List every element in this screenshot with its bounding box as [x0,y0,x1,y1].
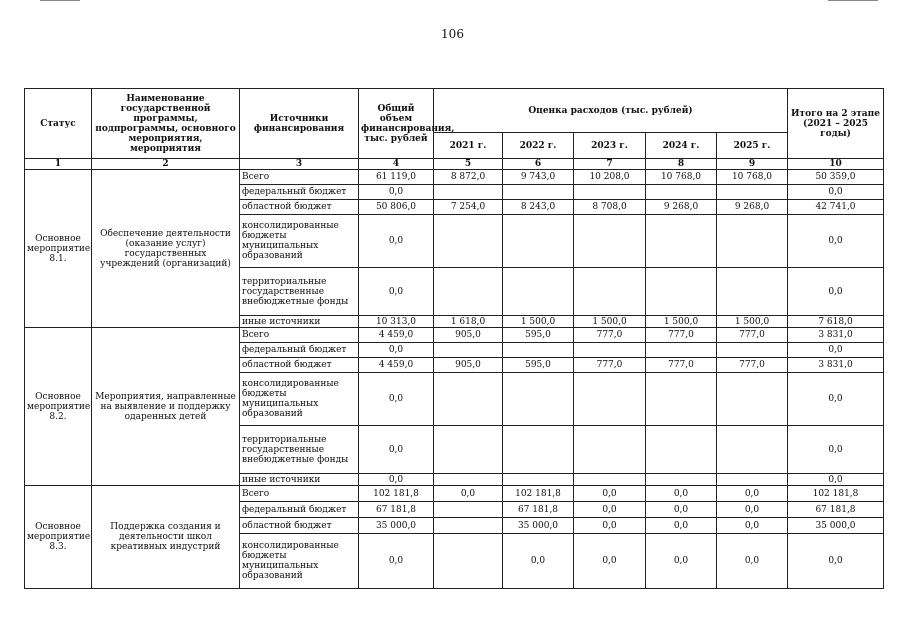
col-number: 9 [717,159,788,170]
budget-table [24,88,884,589]
year-amount [646,185,717,200]
year-amount: 9 268,0 [646,200,717,215]
year-amount [574,373,646,426]
year-amount [434,502,503,518]
year-amount [717,185,788,200]
year-amount: 777,0 [717,358,788,373]
year-amount: 8 243,0 [503,200,574,215]
year-amount [503,474,574,486]
funding-source: иные источники [240,474,359,486]
year-amount [717,426,788,474]
total-amount: 61 119,0 [359,170,434,185]
total-amount: 0,0 [359,474,434,486]
funding-source: Всего [240,486,359,502]
year-amount: 8 872,0 [434,170,503,185]
year-amount: 1 500,0 [646,316,717,328]
itogo-amount: 0,0 [788,426,884,474]
total-amount: 4 459,0 [359,358,434,373]
header-estimate: Оценка расходов (тыс. рублей) [434,89,788,133]
col-number: 1 [25,159,92,170]
year-amount: 905,0 [434,358,503,373]
year-amount [574,185,646,200]
year-amount: 10 208,0 [574,170,646,185]
year-amount: 1 618,0 [434,316,503,328]
header-status: Статус [25,89,92,159]
total-amount: 0,0 [359,343,434,358]
year-amount: 0,0 [717,534,788,589]
year-amount: 777,0 [646,358,717,373]
header-sources: Источники финансирования [240,89,359,159]
year-amount [574,268,646,316]
header-total: Общий объем финансирования, тыс. рублей [359,89,434,159]
total-amount: 67 181,8 [359,502,434,518]
funding-source: консолидированные бюджеты муниципальных образований [240,373,359,426]
year-amount: 1 500,0 [717,316,788,328]
header-year: 2025 г. [717,133,788,159]
funding-source: консолидированные бюджеты муниципальных образований [240,534,359,589]
year-amount [717,215,788,268]
itogo-amount: 0,0 [788,534,884,589]
year-amount: 9 743,0 [503,170,574,185]
year-amount: 0,0 [717,518,788,534]
col-number: 3 [240,159,359,170]
year-amount: 10 768,0 [717,170,788,185]
year-amount: 777,0 [646,328,717,343]
table-row [25,170,884,185]
itogo-amount: 7 618,0 [788,316,884,328]
year-amount [434,426,503,474]
year-amount [434,534,503,589]
funding-source: областной бюджет [240,518,359,534]
year-amount: 0,0 [717,502,788,518]
year-amount: 1 500,0 [574,316,646,328]
year-amount [717,373,788,426]
year-amount [503,185,574,200]
year-amount [503,215,574,268]
total-amount: 50 806,0 [359,200,434,215]
total-amount: 4 459,0 [359,328,434,343]
year-amount: 595,0 [503,328,574,343]
year-amount: 7 254,0 [434,200,503,215]
itogo-amount: 0,0 [788,474,884,486]
total-amount: 0,0 [359,268,434,316]
year-amount [434,474,503,486]
total-amount: 0,0 [359,426,434,474]
group-name: Поддержка создания и деятельности школ креативных индустрий [92,486,240,589]
header-year: 2021 г. [434,133,503,159]
itogo-amount: 0,0 [788,185,884,200]
group-status: Основное мероприятие 8.1. [25,170,92,328]
col-number: 5 [434,159,503,170]
column-numbers-row [25,159,884,170]
year-amount: 35 000,0 [503,518,574,534]
itogo-amount: 35 000,0 [788,518,884,534]
year-amount [503,268,574,316]
funding-source: территориальные государственные внебюджетные фонды [240,268,359,316]
year-amount: 0,0 [574,534,646,589]
year-amount: 102 181,8 [503,486,574,502]
header-year: 2023 г. [574,133,646,159]
total-amount: 0,0 [359,373,434,426]
total-amount: 35 000,0 [359,518,434,534]
itogo-amount: 0,0 [788,268,884,316]
year-amount [434,185,503,200]
year-amount [646,426,717,474]
col-number: 6 [503,159,574,170]
year-amount [503,343,574,358]
year-amount [503,426,574,474]
itogo-amount: 0,0 [788,373,884,426]
year-amount [574,343,646,358]
group-name: Мероприятия, направленные на выявление и поддержку одаренных детей [92,328,240,486]
total-amount: 0,0 [359,534,434,589]
year-amount: 0,0 [646,486,717,502]
year-amount [646,268,717,316]
col-number: 10 [788,159,884,170]
year-amount [646,373,717,426]
group-status: Основное мероприятие 8.2. [25,328,92,486]
funding-source: областной бюджет [240,358,359,373]
total-amount: 0,0 [359,185,434,200]
year-amount [434,518,503,534]
year-amount: 905,0 [434,328,503,343]
year-amount: 0,0 [574,486,646,502]
funding-source: федеральный бюджет [240,343,359,358]
itogo-amount: 102 181,8 [788,486,884,502]
funding-source: консолидированные бюджеты муниципальных образований [240,215,359,268]
year-amount: 10 768,0 [646,170,717,185]
year-amount [434,343,503,358]
year-amount: 777,0 [574,358,646,373]
year-amount: 8 708,0 [574,200,646,215]
year-amount [434,373,503,426]
col-number: 8 [646,159,717,170]
year-amount: 0,0 [646,518,717,534]
itogo-amount: 67 181,8 [788,502,884,518]
year-amount [434,215,503,268]
year-amount [717,268,788,316]
year-amount: 0,0 [503,534,574,589]
col-number: 7 [574,159,646,170]
year-amount: 9 268,0 [717,200,788,215]
col-number: 4 [359,159,434,170]
table-row [25,486,884,502]
group-status: Основное мероприятие 8.3. [25,486,92,589]
year-amount [574,426,646,474]
group-name: Обеспечение деятельности (оказание услуг) государственных учреждений (организаций) [92,170,240,328]
year-amount [434,268,503,316]
col-number: 2 [92,159,240,170]
funding-source: иные источники [240,316,359,328]
itogo-amount: 0,0 [788,215,884,268]
year-amount: 0,0 [574,502,646,518]
total-amount: 102 181,8 [359,486,434,502]
year-amount: 777,0 [574,328,646,343]
funding-source: территориальные государственные внебюджетные фонды [240,426,359,474]
year-amount [503,373,574,426]
total-amount: 0,0 [359,215,434,268]
funding-source: областной бюджет [240,200,359,215]
funding-source: федеральный бюджет [240,185,359,200]
year-amount [646,343,717,358]
year-amount: 0,0 [646,502,717,518]
itogo-amount: 42 741,0 [788,200,884,215]
year-amount [574,474,646,486]
year-amount [574,215,646,268]
funding-source: Всего [240,170,359,185]
year-amount: 0,0 [434,486,503,502]
header-itogo: Итого на 2 этапе (2021 – 2025 годы) [788,89,884,159]
funding-source: федеральный бюджет [240,502,359,518]
total-amount: 10 313,0 [359,316,434,328]
year-amount: 67 181,8 [503,502,574,518]
year-amount: 0,0 [574,518,646,534]
header-year: 2022 г. [503,133,574,159]
itogo-amount: 50 359,0 [788,170,884,185]
year-amount: 0,0 [717,486,788,502]
table-row [25,328,884,343]
year-amount [717,474,788,486]
page-number: 106 [441,27,464,41]
itogo-amount: 3 831,0 [788,358,884,373]
year-amount [717,343,788,358]
year-amount: 595,0 [503,358,574,373]
year-amount: 1 500,0 [503,316,574,328]
itogo-amount: 0,0 [788,343,884,358]
year-amount: 0,0 [646,534,717,589]
header-year: 2024 г. [646,133,717,159]
itogo-amount: 3 831,0 [788,328,884,343]
year-amount [646,215,717,268]
funding-source: Всего [240,328,359,343]
year-amount: 777,0 [717,328,788,343]
header-name: Наименование государственной программы, подпрограммы, основного мероприятия, мероприятия [92,89,240,159]
year-amount [646,474,717,486]
